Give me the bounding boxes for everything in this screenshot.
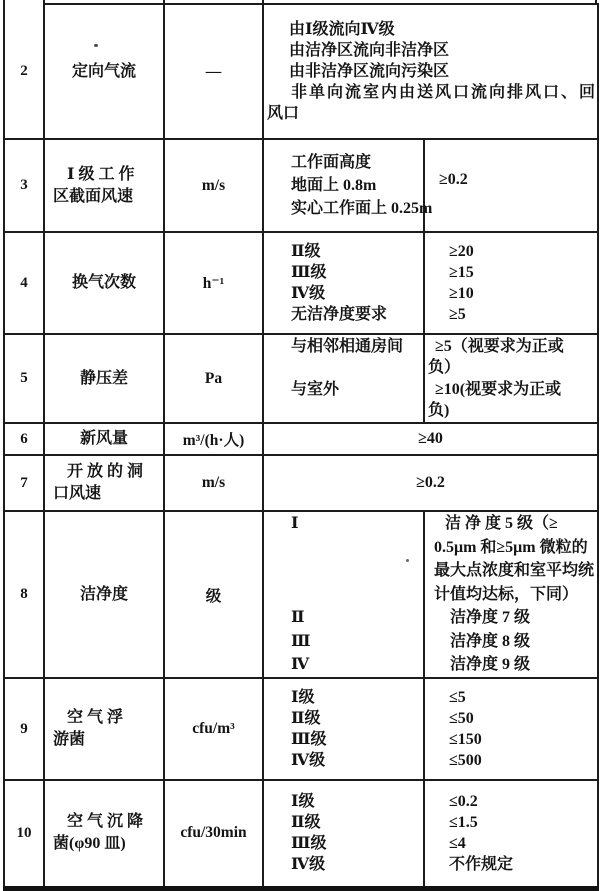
value-line: 洁净度 9 级 xyxy=(450,656,531,674)
item-name-line: 空 气 浮 xyxy=(67,709,124,726)
row-number xyxy=(4,780,44,888)
requirement-line: 由洁净区流向非洁净区 xyxy=(289,42,450,59)
value-cell xyxy=(424,139,598,232)
row-number-text: 3 xyxy=(20,177,28,193)
condition-line: Ⅳ级 xyxy=(291,752,326,769)
item-name-line: Ⅰ 级 工 作 xyxy=(67,165,135,183)
condition-line xyxy=(264,357,423,379)
requirement-cell xyxy=(263,4,598,139)
item-name-line: 开 放 的 洞 xyxy=(67,463,144,480)
row-number xyxy=(4,4,44,139)
condition-line: Ⅲ级 xyxy=(291,731,327,748)
requirement-line: 由非洁净区流向污染区 xyxy=(289,63,450,80)
row-number-text: 4 xyxy=(20,274,28,291)
condition-line: 与室外 xyxy=(291,380,340,398)
condition-line: Ⅱ级 xyxy=(291,814,321,832)
table-row xyxy=(4,455,598,511)
table-row xyxy=(4,780,598,888)
condition-line xyxy=(264,400,423,422)
value-line: ≥15 xyxy=(449,264,474,281)
row-number xyxy=(4,423,44,455)
table-row xyxy=(4,334,598,423)
value-line: 洁净度 7 级 xyxy=(450,609,531,627)
unit-cell xyxy=(164,4,263,139)
table-row xyxy=(4,678,598,780)
value-line: 洁净度 8 级 xyxy=(450,632,531,650)
item-name: 换气次数 xyxy=(71,274,136,291)
row-number-text: 7 xyxy=(20,474,28,491)
row-number xyxy=(4,232,44,334)
condition-line: Ⅰ级 xyxy=(291,689,315,706)
row-number xyxy=(4,455,44,511)
value-cell xyxy=(424,678,598,780)
spec-table-wrap xyxy=(3,3,599,891)
table-row xyxy=(4,423,598,455)
condition-line: Ⅱ级 xyxy=(291,710,321,727)
unit-text: cfu/m³ xyxy=(192,720,235,737)
condition-line xyxy=(264,536,423,560)
item-name-cell xyxy=(44,780,164,888)
condition-line: Ⅳ级 xyxy=(291,285,326,302)
value-line: ≥10 xyxy=(449,285,474,302)
item-name-line: 游菌 xyxy=(53,731,86,748)
value-cell xyxy=(263,455,598,511)
unit-cell xyxy=(164,423,263,455)
unit-text: 级 xyxy=(205,587,222,605)
item-name-cell xyxy=(44,423,164,455)
value-line: ≤0.2 xyxy=(449,793,478,811)
item-name-cell xyxy=(44,232,164,334)
row-number-text: 2 xyxy=(20,62,28,79)
value-cell xyxy=(424,334,598,423)
row-number-text: 5 xyxy=(20,370,28,386)
condition-line xyxy=(264,559,423,583)
table-row xyxy=(4,4,598,139)
value-line: ≥10(视要求为正或 xyxy=(435,380,562,398)
condition-cell xyxy=(263,780,424,888)
condition-line: Ⅲ级 xyxy=(291,835,327,853)
value-line: 洁 净 度 5 级（≥ xyxy=(445,515,558,533)
row-number-text: 9 xyxy=(20,720,28,737)
row-number xyxy=(4,678,44,780)
value-line: ≥5（视要求为正或 xyxy=(435,337,564,355)
value-line: 最大点浓度和室平均统 xyxy=(434,562,595,580)
condition-line: Ⅲ xyxy=(291,632,311,650)
row-number xyxy=(4,334,44,423)
condition-line: 工作面高度 xyxy=(291,154,372,171)
requirement-line: 非单向流室内由送风口流向排风口、回 xyxy=(291,84,598,101)
condition-cell xyxy=(263,232,424,334)
value-line: 0.5μm 和≥5μm 微粒的 xyxy=(434,538,588,556)
row-number xyxy=(4,139,44,232)
item-name-line: 口风速 xyxy=(53,485,102,502)
item-name-cell xyxy=(44,455,164,511)
unit-cell xyxy=(164,780,263,888)
item-name-line: 菌(φ90 皿) xyxy=(53,835,126,853)
item-name: 静压差 xyxy=(79,369,128,387)
unit-text: h⁻¹ xyxy=(202,275,225,292)
condition-cell xyxy=(263,511,424,678)
requirement-line: 风口 xyxy=(267,105,300,122)
condition-line: 与相邻相通房间 xyxy=(291,337,404,355)
unit-cell xyxy=(164,139,263,232)
condition-line: Ⅱ xyxy=(291,609,305,627)
item-name-line: 空 气 沉 降 xyxy=(67,813,144,831)
table-row xyxy=(4,139,598,232)
unit-text: m³/(h·人) xyxy=(182,432,245,449)
value-line: ≤50 xyxy=(449,710,474,727)
condition-cell xyxy=(263,678,424,780)
unit-cell xyxy=(164,455,263,511)
unit-cell xyxy=(164,334,263,423)
table-row xyxy=(4,511,598,678)
unit-cell xyxy=(164,678,263,780)
spec-table xyxy=(3,3,599,891)
row-number xyxy=(4,511,44,678)
condition-line xyxy=(264,583,423,607)
condition-line: Ⅳ xyxy=(291,656,310,674)
unit-cell xyxy=(164,232,263,334)
value-text: ≥40 xyxy=(418,430,443,447)
value-line: 计值均达标，下同） xyxy=(434,585,579,603)
unit-cell xyxy=(164,511,263,678)
row-number-text: 6 xyxy=(20,430,28,447)
value-line: ≥5 xyxy=(449,306,466,323)
value-cell xyxy=(424,780,598,888)
condition-line: Ⅰ xyxy=(291,515,299,533)
condition-line: Ⅰ级 xyxy=(291,793,315,811)
value-line: ≥0.2 xyxy=(439,171,468,188)
item-name-line: 区截面风速 xyxy=(53,187,134,205)
unit-text: m/s xyxy=(201,176,226,194)
condition-line: Ⅳ级 xyxy=(291,856,326,874)
unit-text: — xyxy=(205,62,222,80)
condition-cell xyxy=(263,334,424,423)
value-line: 不作规定 xyxy=(449,856,514,874)
item-name: 新风量 xyxy=(79,430,128,447)
value-line: ≤1.5 xyxy=(449,814,478,832)
value-cell xyxy=(424,511,598,678)
condition-line: 地面上 0.8m xyxy=(291,177,377,194)
value-line: ≤4 xyxy=(449,835,466,853)
unit-text: m/s xyxy=(201,474,226,491)
row-number-text: 10 xyxy=(16,824,32,841)
condition-line: 实心工作面上 0.25m xyxy=(291,200,433,217)
value-line: ≤5 xyxy=(449,689,466,706)
item-name-cell xyxy=(44,678,164,780)
item-name: 洁净度 xyxy=(79,585,128,603)
item-name: 定向气流 xyxy=(71,62,136,80)
item-name-cell xyxy=(44,4,164,139)
value-cell xyxy=(263,423,598,455)
requirement-line: 由Ⅰ级流向Ⅳ级 xyxy=(289,21,395,38)
item-name-cell xyxy=(44,139,164,232)
value-line: ≤500 xyxy=(449,752,482,769)
value-cell xyxy=(424,232,598,334)
condition-line: 无洁净度要求 xyxy=(291,306,388,323)
unit-text: cfu/30min xyxy=(180,824,247,842)
value-line: ≥20 xyxy=(449,243,474,260)
table-row xyxy=(4,232,598,334)
item-name-cell xyxy=(44,511,164,678)
condition-line: Ⅲ级 xyxy=(291,264,327,281)
value-line: 负） xyxy=(428,359,461,376)
item-name-cell xyxy=(44,334,164,423)
row-number-text: 8 xyxy=(20,586,28,602)
value-line: 负) xyxy=(428,402,450,419)
condition-cell xyxy=(263,139,433,232)
value-text: ≥0.2 xyxy=(416,474,445,491)
value-line: ≤150 xyxy=(449,731,482,748)
unit-text: Pa xyxy=(204,369,223,387)
condition-line: Ⅱ级 xyxy=(291,243,321,260)
